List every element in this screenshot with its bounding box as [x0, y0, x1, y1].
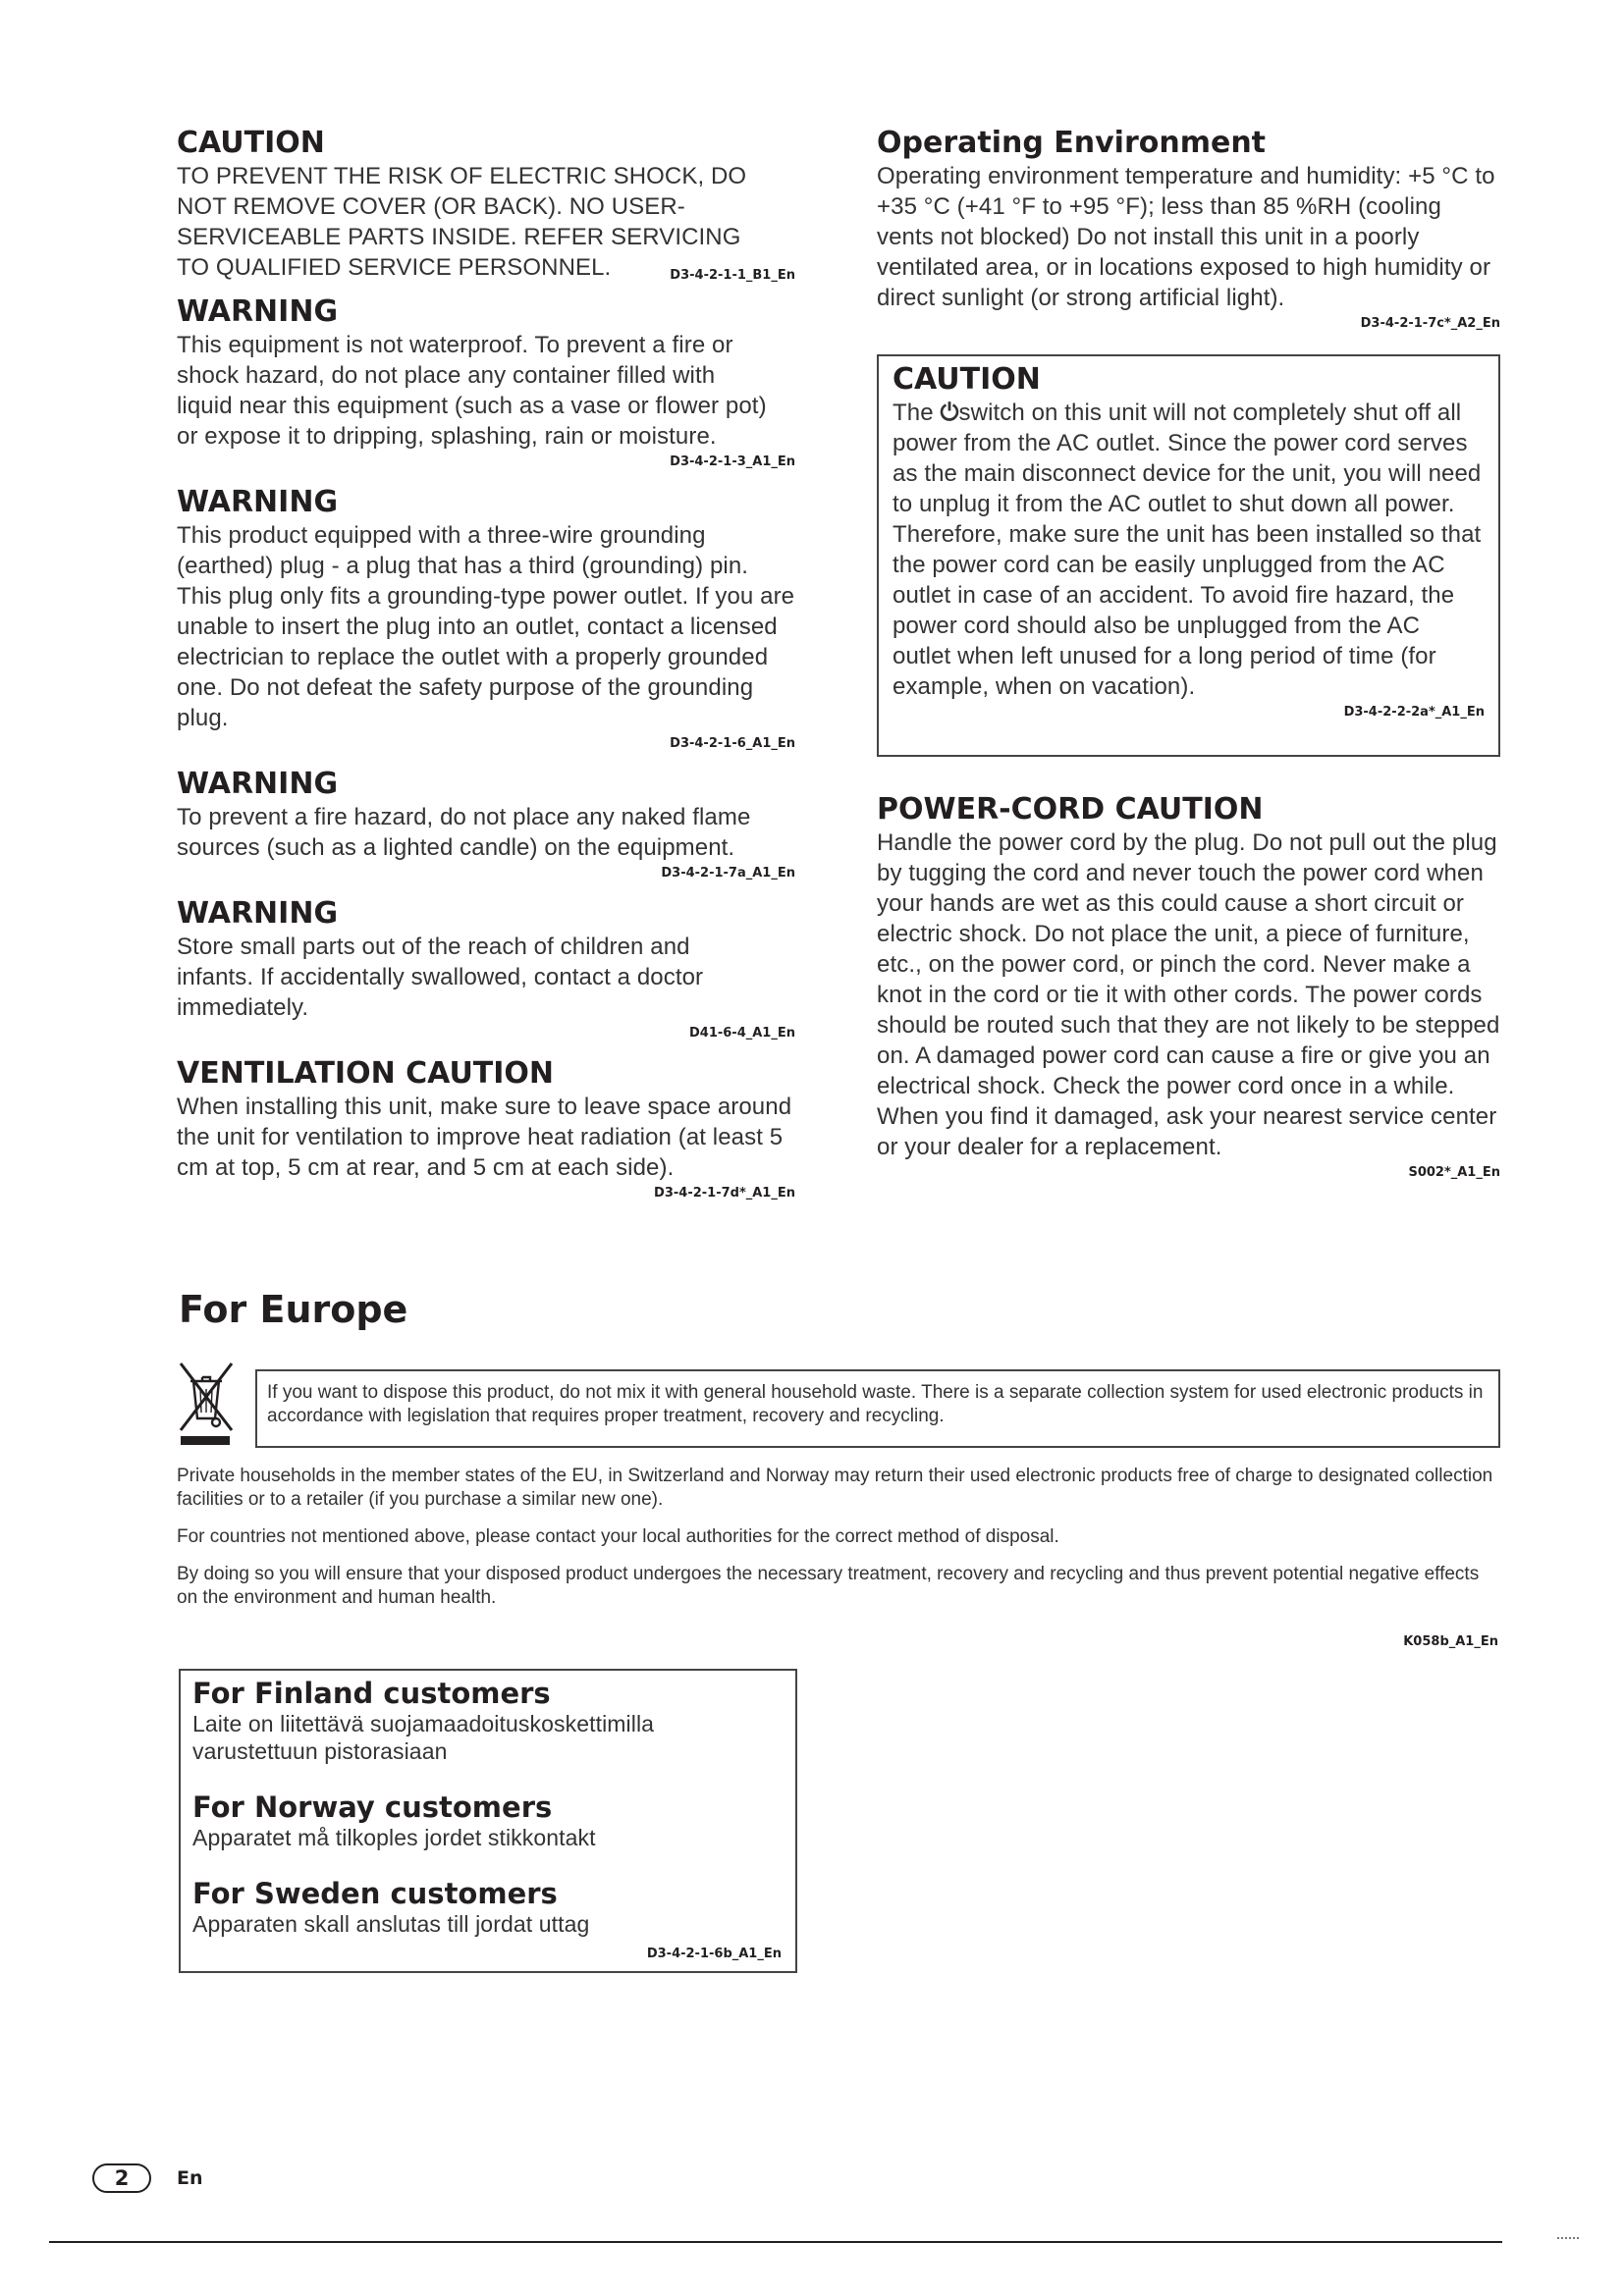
- warning-heading: WARNING: [177, 767, 339, 801]
- operating-environment-text: Operating environment temperature and humidity: +5 °C to +35 °C (+41 °F to +95 °F); less than 85 %RH (cooling vents not blocked) Do not install this unit in a poorly ventilated area, or in locations exposed to high humidity or direct sunlight (or strong artificial light).: [877, 163, 1495, 311]
- for-europe-heading: For Europe: [179, 1288, 408, 1331]
- sweden-text: Apparaten skall anslutas till jordat uttag: [192, 1911, 590, 1937]
- sweden-heading: For Sweden customers: [192, 1877, 558, 1910]
- ventilation-heading: VENTILATION CAUTION: [177, 1056, 555, 1091]
- caution-heading: CAUTION: [893, 362, 1041, 397]
- warning-small-parts-text: Store small parts out of the reach of children and infants. If accidentally swallowed, contact a doctor immediately.: [177, 934, 704, 1021]
- warning-heading: WARNING: [177, 294, 339, 329]
- operating-environment-section: [877, 126, 1500, 333]
- warning-flame-code: D3-4-2-1-7a_A1_En: [661, 866, 795, 881]
- page-number: 2: [92, 2163, 151, 2193]
- warning-waterproof-section: [177, 294, 795, 471]
- europe-paragraph: By doing so you will ensure that your disposed product undergoes the necessary treatment, recovery and recycling and thus prevent potential negative effects on the environment and human health.: [177, 1564, 1480, 1608]
- nordic-customers-box: [179, 1669, 797, 1973]
- caution-code: D3-4-2-1-1_B1_En: [670, 268, 795, 283]
- weee-notice: [177, 1358, 1500, 1454]
- warning-grounding-code: D3-4-2-1-6_A1_En: [670, 736, 795, 751]
- nordic-code: D3-4-2-1-6b_A1_En: [646, 1947, 782, 1961]
- warning-heading: WARNING: [177, 485, 339, 519]
- ventilation-code: D3-4-2-1-7d*_A1_En: [654, 1186, 795, 1201]
- ventilation-text: When installing this unit, make sure to leave space around the unit for ventilation to improve heat radiation (at least 5 cm at top, 5 cm at rear, and 5 cm at each side).: [177, 1094, 792, 1181]
- europe-paragraphs: [177, 1465, 1500, 1624]
- warning-waterproof-code: D3-4-2-1-3_A1_En: [670, 454, 795, 469]
- power-switch-caution-box: [877, 354, 1500, 757]
- power-switch-caution-code: D3-4-2-2-2a*_A1_En: [1343, 705, 1485, 720]
- caution-text: TO PREVENT THE RISK OF ELECTRIC SHOCK, DO NOT REMOVE COVER (OR BACK). NO USER-SERVICEABLE PARTS INSIDE. REFER SERVICING TO QUALIFIED SERVICE PERSONNEL.: [177, 163, 747, 281]
- caution-text-after: switch on this unit will not completely shut off all power from the AC outlet. Since the power cord serves as the main disconnect device for the unit, you will need to unplug it from the AC outlet to shut down all power. Therefore, make sure the unit has been installed so that the power cord can be easily unplugged from the AC outlet in case of an accident. To avoid fire hazard, the power cord should also be unplugged from the AC outlet when left unused for a long period of time (for example, when on vacation).: [893, 400, 1482, 700]
- warning-grounding-section: [177, 485, 795, 753]
- norway-text: Apparatet må tilkoples jordet stikkontakt: [192, 1825, 596, 1850]
- caution-text-before: The: [893, 400, 941, 426]
- europe-paragraph: For countries not mentioned above, please contact your local authorities for the correct method of disposal.: [177, 1526, 1059, 1547]
- power-cord-heading: POWER-CORD CAUTION: [877, 792, 1264, 827]
- finland-text: Laite on liitettävä suojamaadoituskoskettimilla varustettuun pistorasiaan: [192, 1711, 655, 1764]
- operating-environment-code: D3-4-2-1-7c*_A2_En: [1360, 316, 1500, 331]
- warning-heading: WARNING: [177, 896, 339, 931]
- weee-box-text: If you want to dispose this product, do not mix it with general household waste. There is a separate collection system for used electronic products in accordance with legislation that requires proper treatment, recovery and recycling.: [255, 1369, 1500, 1448]
- power-cord-caution-section: [877, 792, 1500, 1182]
- power-cord-code: S002*_A1_En: [1408, 1165, 1500, 1180]
- crossed-out-wheeled-bin-icon: [177, 1358, 236, 1448]
- warning-flame-section: [177, 767, 795, 882]
- warning-small-parts-code: D41-6-4_A1_En: [688, 1026, 795, 1041]
- footer-dots: [1557, 2237, 1579, 2241]
- footer-divider: [49, 2241, 1502, 2243]
- europe-paragraph: Private households in the member states of the EU, in Switzerland and Norway may return their used electronic products free of charge to designated collection facilities or to a retailer (if you purchase a similar new one).: [177, 1466, 1493, 1510]
- right-column: [877, 126, 1500, 1182]
- europe-code: K058b_A1_En: [1403, 1634, 1498, 1649]
- power-standby-icon: ⏻: [940, 399, 959, 426]
- warning-flame-text: To prevent a fire hazard, do not place any naked flame sources (such as a lighted candle) on the equipment.: [177, 804, 751, 861]
- warning-waterproof-text: This equipment is not waterproof. To prevent a fire or shock hazard, do not place any container filled with liquid near this equipment (such as a vase or flower pot) or expose it to dripping, splashing, rain or moisture.: [177, 332, 767, 450]
- caution-section: [177, 126, 795, 285]
- power-cord-text: Handle the power cord by the plug. Do not pull out the plug by tugging the cord and never touch the power cord when your hands are wet as this could cause a short circuit or electric shock. Do not place the unit, a piece of furniture, etc., on the power cord, or pinch the cord. Never make a knot in the cord or tie it with other cords. The power cords should be routed such that they are not likely to be stepped on. A damaged power cord can cause a fire or give you an electrical shock. Check the power cord once in a while. When you find it damaged, ask your nearest service center or your dealer for a replacement.: [877, 829, 1500, 1160]
- norway-heading: For Norway customers: [192, 1790, 553, 1824]
- caution-heading: CAUTION: [177, 126, 325, 160]
- warning-grounding-text: This product equipped with a three-wire grounding (earthed) plug - a plug that has a third (grounding) pin. This plug only fits a grounding-type power outlet. If you are unable to insert the plug into an outlet, contact a licensed electrician to replace the outlet with a properly grounded one. Do not defeat the safety purpose of the grounding plug.: [177, 522, 795, 731]
- finland-heading: For Finland customers: [192, 1677, 551, 1710]
- warning-small-parts-section: [177, 896, 795, 1042]
- power-switch-caution-text: [893, 398, 1485, 702]
- ventilation-section: [177, 1056, 795, 1202]
- left-column: [177, 126, 795, 1202]
- page-language: En: [177, 2167, 203, 2189]
- operating-environment-heading: Operating Environment: [877, 126, 1267, 160]
